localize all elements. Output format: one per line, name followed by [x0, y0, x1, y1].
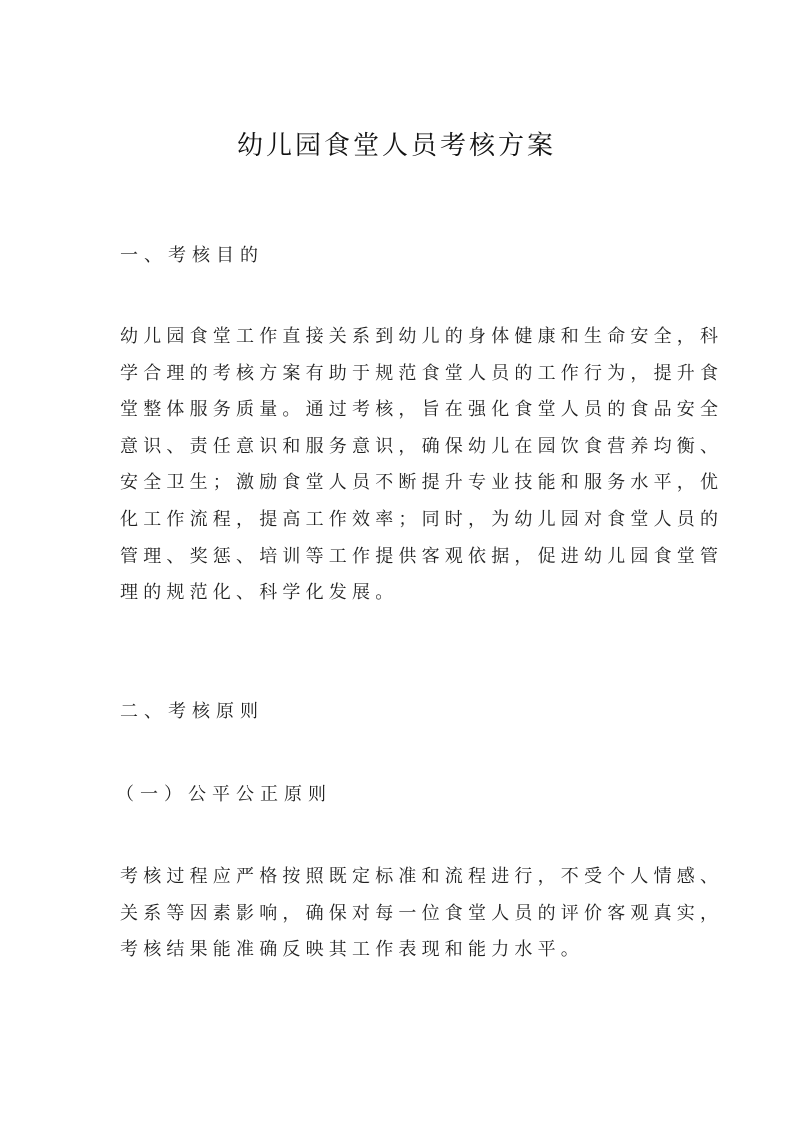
section-heading-purpose: 一、考核目的: [120, 245, 264, 266]
subsection-heading-fairness: （一）公平公正原则: [116, 784, 332, 805]
section-heading-principles: 二、考核原则: [120, 701, 264, 722]
text-line: 安全卫生；激励食堂人员不断提升专业技能和服务水平，优: [120, 472, 724, 494]
text-line: 学合理的考核方案有助于规范食堂人员的工作行为，提升食: [120, 362, 724, 384]
text-line: 化工作流程，提高工作效率；同时，为幼儿园对食堂人员的: [120, 508, 724, 530]
document-title: 幼儿园食堂人员考核方案: [236, 131, 556, 161]
text-line: 考核结果能准确反映其工作表现和能力水平。: [120, 939, 584, 961]
paragraph-fairness: [120, 859, 724, 969]
text-line: 幼儿园食堂工作直接关系到幼儿的身体健康和生命安全，科: [120, 326, 724, 347]
paragraph-purpose: [120, 319, 724, 612]
text-line: 堂整体服务质量。通过考核，旨在强化食堂人员的食品安全: [120, 399, 724, 421]
text-line: 关系等因素影响，确保对每一位食堂人员的评价客观真实，: [120, 902, 724, 924]
text-line: 理的规范化、科学化发展。: [120, 582, 399, 604]
text-line: 意识、责任意识和服务意识，确保幼儿在园饮食营养均衡、: [120, 435, 724, 457]
text-line: 管理、奖惩、培训等工作提供客观依据，促进幼儿园食堂管: [120, 545, 724, 567]
text-line: 考核过程应严格按照既定标准和流程进行，不受个人情感、: [120, 866, 724, 887]
